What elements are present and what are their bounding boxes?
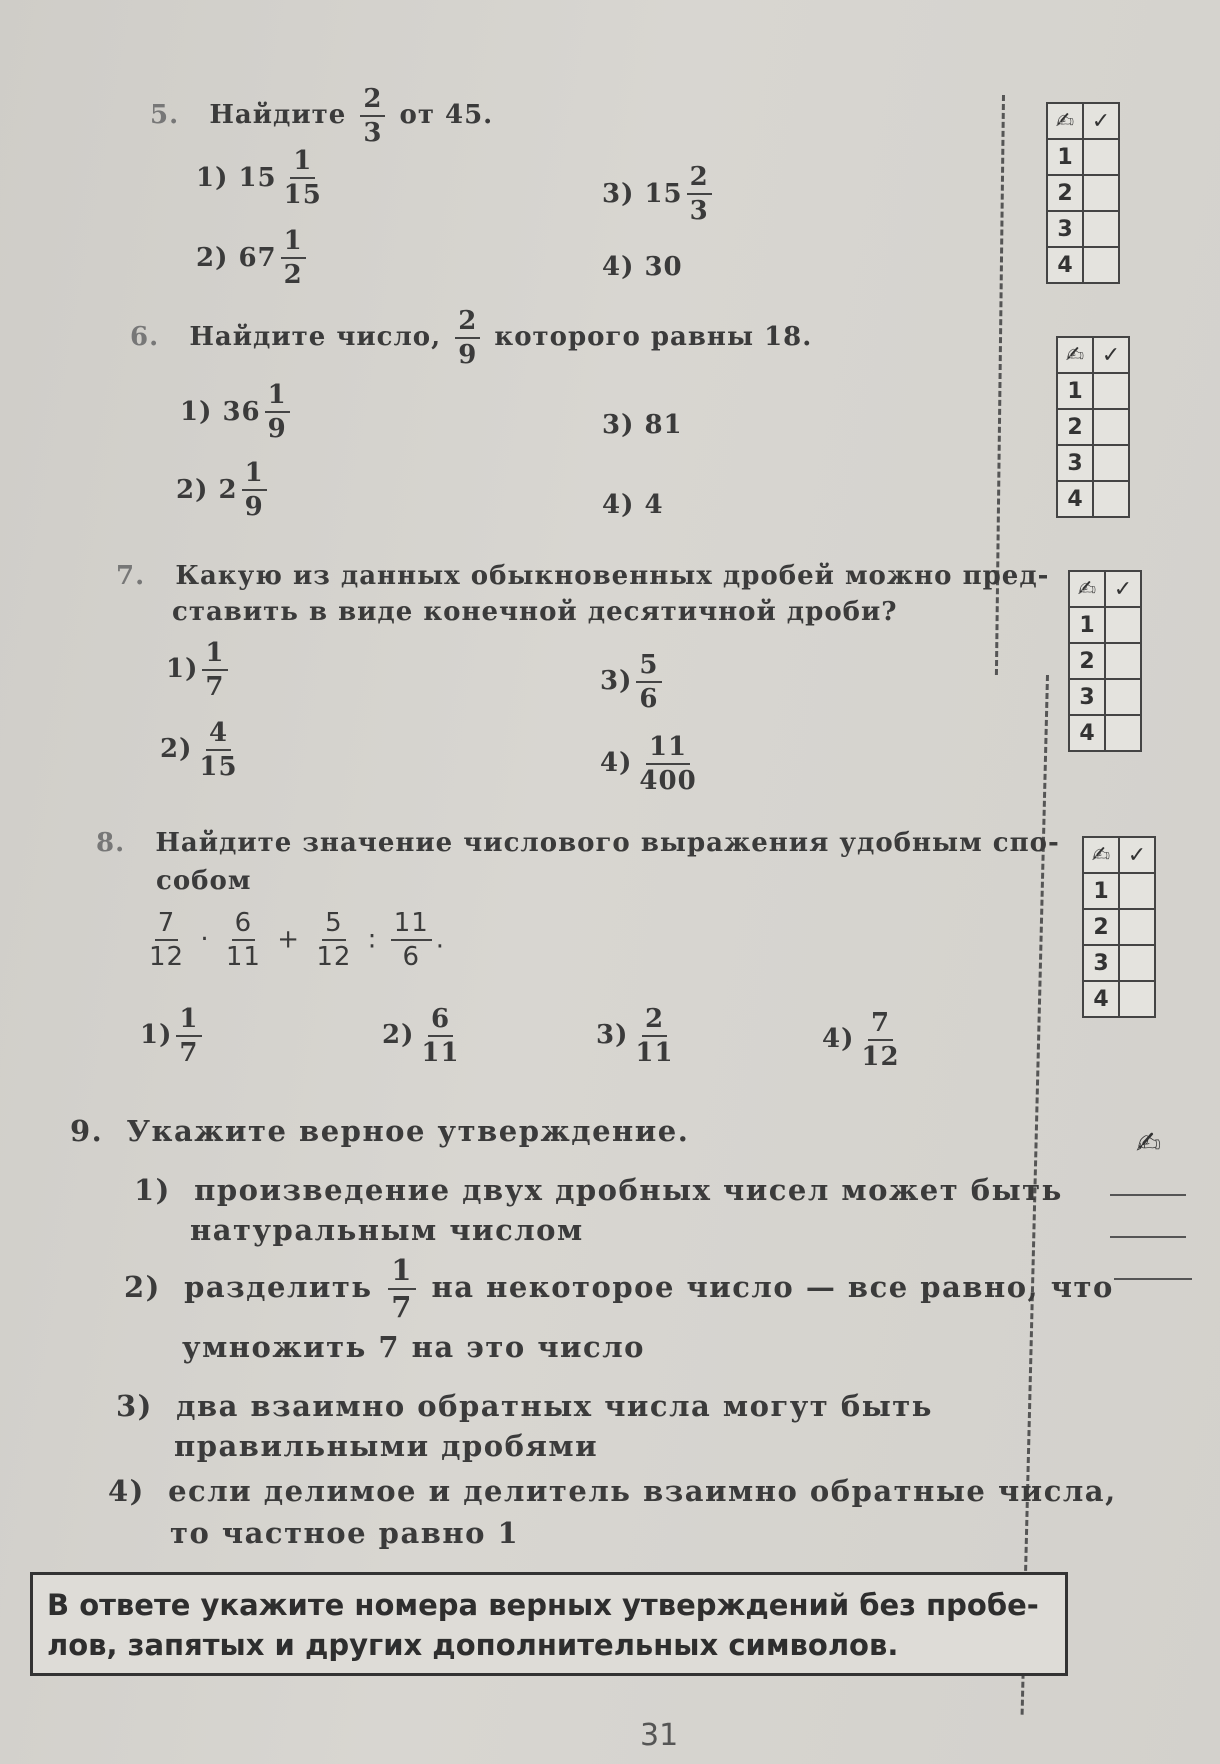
pencil-icon: ✍ <box>1065 342 1085 368</box>
answer-cell[interactable] <box>1092 374 1128 408</box>
q8-option-2[interactable]: 2) $\frac{6}{11}$ <box>382 1004 460 1068</box>
q7-option-1[interactable]: 1) $\frac{1}{7}$ <box>166 640 232 700</box>
answer-cell[interactable] <box>1082 248 1118 282</box>
check-icon: ✓ <box>1118 838 1154 872</box>
pencil-icon: ✍ <box>1055 108 1075 134</box>
page-number: 31 <box>640 1718 679 1753</box>
q5-answer-grid[interactable]: ✍ ✓ 1 2 3 4 <box>1046 102 1120 284</box>
q7-option-3[interactable]: 3) $\frac{5}{6}$ <box>600 652 666 712</box>
answer-note-line-1: В ответе укажите номера верных утверждений без пробе- <box>47 1588 1039 1622</box>
pencil-icon: ✍ <box>1077 576 1097 602</box>
answer-cell[interactable] <box>1118 946 1154 980</box>
q5-text-after: от 45. <box>399 100 494 130</box>
q7-option-4[interactable]: 4) $\frac{11}{400}$ <box>600 732 697 796</box>
q9-statement-1[interactable]: 1) произведение двух дробных чисел может быть натуральным числом <box>134 1173 1063 1247</box>
answer-cell[interactable] <box>1104 680 1140 714</box>
check-icon: ✓ <box>1082 104 1118 138</box>
answer-instruction-box <box>30 1572 1068 1676</box>
q8-number: 8. <box>96 828 126 858</box>
answer-cell[interactable] <box>1104 644 1140 678</box>
q6-option-3[interactable]: 3) 81 <box>602 410 683 440</box>
q9-title: 9. Укажите верное утверждение. <box>70 1114 690 1148</box>
check-icon: ✓ <box>1092 338 1128 372</box>
q9-statement-2[interactable]: 2) разделить $\frac{1}{7}$ на некоторое число — все равно, что умножить 7 на это число <box>124 1253 1114 1364</box>
answer-cell[interactable] <box>1082 212 1118 246</box>
q9-answer-line-2[interactable] <box>1110 1236 1186 1238</box>
q5-prompt <box>150 86 493 146</box>
q6-option-1[interactable]: 1) 36 $\frac{1}{9}$ <box>180 382 294 442</box>
answer-cell[interactable] <box>1118 982 1154 1016</box>
check-icon: ✓ <box>1104 572 1140 606</box>
q9-number: 9. <box>70 1114 104 1148</box>
q9-answer-line-3[interactable] <box>1114 1278 1192 1280</box>
q5-option-2[interactable]: 2) 67 $\frac{1}{2}$ <box>196 228 310 288</box>
q5-option-3[interactable]: 3) 15 $\frac{2}{3}$ <box>602 164 716 224</box>
q8-prompt: 8. Найдите значение числового выражения удобным спо- собом <box>96 828 1060 896</box>
q6-option-4[interactable]: 4) 4 <box>602 490 664 520</box>
q5-text-before: Найдите <box>209 100 347 130</box>
q9-statement-4[interactable]: 4) если делимое и делитель взаимно обратные числа, то частное равно 1 <box>108 1474 1117 1550</box>
q7-number: 7. <box>116 561 146 591</box>
q8-expression: $\frac{7}{12}$ · $\frac{6}{11}$ + $\frac{5}{12}$ : $\frac{11}{6}$ . <box>149 908 446 972</box>
answer-cell[interactable] <box>1092 446 1128 480</box>
q5-option-4[interactable]: 4) 30 <box>602 252 683 282</box>
q6-prompt: 6. Найдите число, $\frac{2}{9}$ которого равны 18. <box>130 306 813 370</box>
answer-note-line-2: лов, запятых и других дополнительных символов. <box>47 1628 899 1662</box>
q5-number: 5. <box>150 100 180 130</box>
answer-cell[interactable] <box>1092 410 1128 444</box>
q7-option-2[interactable]: 2) $\frac{4}{15}$ <box>160 718 238 782</box>
answer-cell[interactable] <box>1082 140 1118 174</box>
q6-answer-grid[interactable]: ✍ ✓ 1 2 3 4 <box>1056 336 1130 518</box>
q8-option-3[interactable]: 3) $\frac{2}{11}$ <box>596 1004 674 1068</box>
q6-fraction: $\frac{2}{9}$ <box>455 308 480 368</box>
q9-statement-3[interactable]: 3) два взаимно обратных числа могут быть правильными дробями <box>116 1389 933 1463</box>
q6-option-2[interactable]: 2) 2 $\frac{1}{9}$ <box>176 460 271 520</box>
answer-cell[interactable] <box>1082 176 1118 210</box>
q7-answer-grid[interactable]: ✍ ✓ 1 2 3 4 <box>1068 570 1142 752</box>
pencil-icon: ✍ <box>1091 842 1111 868</box>
answer-cell[interactable] <box>1104 608 1140 642</box>
answer-cell[interactable] <box>1092 482 1128 516</box>
q5-option-1[interactable]: 1) 15 $\frac{1}{15}$ <box>196 146 322 210</box>
answer-cell[interactable] <box>1118 910 1154 944</box>
answer-cell[interactable] <box>1118 874 1154 908</box>
answer-cell[interactable] <box>1104 716 1140 750</box>
q7-prompt: 7. Какую из данных обыкновенных дробей можно пред- ставить в виде конечной десятичной дроби? <box>116 561 1050 627</box>
q8-answer-grid[interactable]: ✍ ✓ 1 2 3 4 <box>1082 836 1156 1018</box>
q6-number: 6. <box>130 322 160 352</box>
q8-option-1[interactable]: 1) $\frac{1}{7}$ <box>140 1006 206 1066</box>
q8-option-4[interactable]: 4) $\frac{7}{12}$ <box>822 1008 900 1072</box>
q5-fraction: $\frac{2}{3}$ <box>360 86 385 146</box>
q9-pencil-icon: ✍ <box>1136 1126 1162 1161</box>
q9-answer-line-1[interactable] <box>1110 1194 1186 1196</box>
